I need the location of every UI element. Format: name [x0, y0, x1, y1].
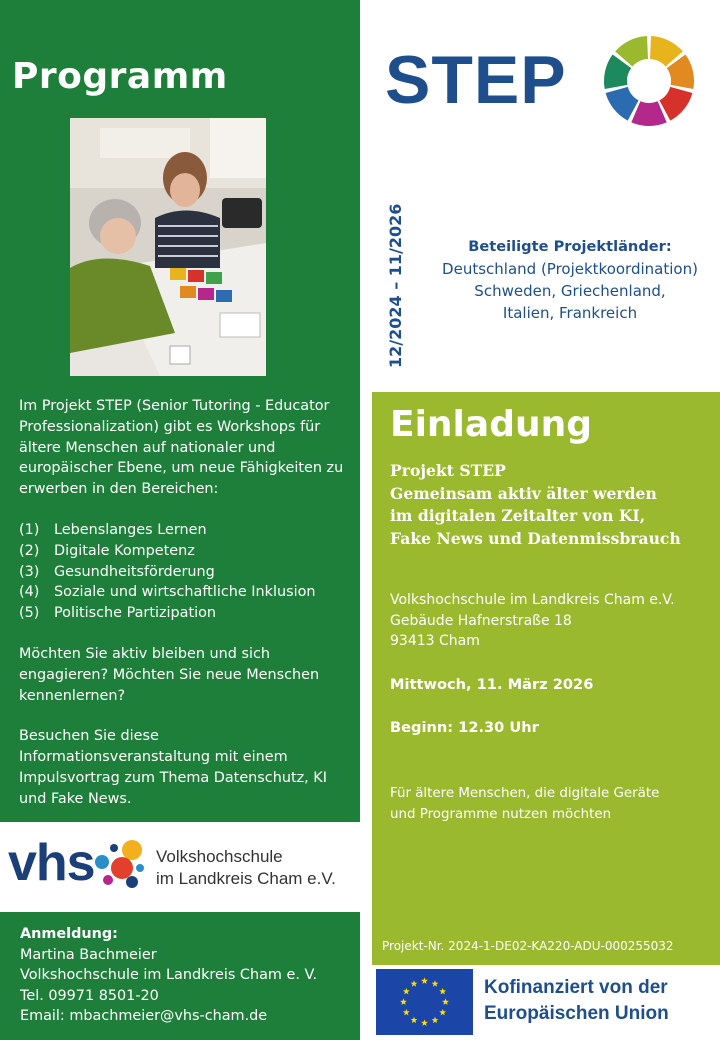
vhs-logo-letters: vhs — [8, 834, 95, 892]
project-line: Gemeinsam aktiv älter werden — [390, 483, 657, 503]
address-line: 93413 Cham — [390, 633, 480, 649]
program-panel — [0, 0, 360, 822]
list-number: (2) — [19, 542, 40, 559]
event-date: Mittwoch, 11. März 2026 — [390, 676, 594, 693]
list-text: Soziale und wirtschaftliche Inklusion — [54, 584, 316, 601]
list-number: (4) — [19, 584, 40, 601]
eu-star — [421, 977, 428, 984]
countries-line: Deutschland (Projektkoordination) — [442, 260, 698, 278]
list-text: Digitale Kompetenz — [54, 542, 195, 559]
list-text: Politische Partizipation — [54, 605, 217, 622]
eu-star — [411, 1017, 418, 1024]
contact-email[interactable]: Email: mbachmeier@vhs-cham.de — [20, 1008, 268, 1024]
topics-list — [19, 520, 349, 624]
vhs-name — [156, 846, 336, 890]
eu-star — [411, 980, 418, 987]
eu-star — [442, 998, 449, 1005]
project-number: Projekt-Nr. 2024-1-DE02-KA220-ADU-000255032 — [382, 939, 674, 953]
step-logo-icon — [603, 35, 695, 127]
eu-line: Kofinanziert von der — [484, 977, 668, 998]
list-text: Gesundheitsförderung — [54, 563, 215, 580]
invitation-title: Einladung — [390, 404, 592, 445]
address-line: Gebäude Hafnerstraße 18 — [390, 612, 572, 629]
list-number: (1) — [19, 521, 40, 538]
event-time: Beginn: 12.30 Uhr — [390, 719, 539, 736]
list-item — [19, 582, 349, 603]
eu-star — [403, 1009, 410, 1016]
registration-box — [0, 912, 360, 1040]
countries-line: Schweden, Griechenland, — [474, 282, 666, 300]
eu-flag-icon — [376, 969, 473, 1035]
list-text: Lebenslanges Lernen — [54, 521, 207, 538]
eu-star — [439, 1009, 446, 1016]
logo-segment — [659, 87, 692, 121]
audience-line: und Programme nutzen möchten — [390, 807, 612, 822]
eu-star — [439, 988, 446, 995]
project-line: Projekt STEP — [390, 461, 506, 480]
participating-countries — [420, 236, 720, 324]
list-number: (5) — [19, 605, 40, 622]
project-line: im digitalen Zeitalter von KI, — [390, 506, 646, 525]
list-item — [19, 603, 349, 624]
eu-funding-text — [484, 975, 669, 1027]
invitation-panel — [372, 392, 720, 965]
list-number: (3) — [19, 563, 40, 580]
eu-line: Europäischen Union — [484, 1003, 669, 1024]
project-line: Fake News und Datenmissbrauch — [390, 528, 681, 548]
contact-name: Martina Bachmeier — [20, 946, 157, 963]
program-description — [19, 396, 349, 870]
list-item — [19, 541, 349, 562]
project-period: 12/2024 – 11/2026 — [386, 203, 405, 368]
project-headline — [390, 460, 681, 550]
eu-star — [400, 998, 407, 1005]
eu-star — [403, 988, 410, 995]
logo-segment — [606, 87, 639, 121]
eu-stars — [376, 969, 473, 1035]
eu-star — [432, 1017, 439, 1024]
audience-line: Für ältere Menschen, die digitale Geräte — [390, 786, 660, 801]
workshop-photo — [70, 118, 266, 376]
contact-phone: Tel. 09971 8501-20 — [20, 987, 159, 1004]
countries-heading: Beteiligte Projektländer: — [468, 238, 672, 255]
intro-text: Im Projekt STEP (Senior Tutoring - Educator Professionalization) gibt es Workshops für ältere Menschen auf nationaler und europäischer Ebene, um neue Fähigkeiten zu erwerben in den Bereichen: — [19, 398, 344, 498]
workshop-photo-illustration — [70, 118, 266, 376]
countries-line: Italien, Frankreich — [502, 304, 638, 322]
list-item — [19, 562, 349, 583]
vhs-name-line2: im Landkreis Cham e.V. — [156, 869, 336, 888]
address-line: Volkshochschule im Landkreis Cham e.V. — [390, 592, 675, 608]
eu-star — [432, 980, 439, 987]
program-title: Programm — [12, 56, 228, 97]
list-item — [19, 520, 349, 541]
target-audience — [390, 783, 659, 825]
venue-address — [390, 590, 675, 652]
question-text: Möchten Sie aktiv bleiben und sich engagieren? Möchten Sie neue Menschen kennenlernen? — [19, 645, 320, 704]
contact-org: Volkshochschule im Landkreis Cham e. V. — [20, 967, 318, 983]
vhs-dots-icon — [92, 838, 148, 890]
step-logo-text: STEP — [385, 42, 567, 118]
visit-text: Besuchen Sie diese Informationsveranstaltung mit einem Impulsvortrag zum Thema Datenschutz, KI und Fake News. — [19, 728, 327, 807]
vhs-name-line1: Volkshochschule — [156, 847, 283, 866]
logo-segment — [631, 101, 666, 126]
eu-star — [421, 1019, 428, 1026]
registration-heading: Anmeldung: — [20, 926, 118, 942]
